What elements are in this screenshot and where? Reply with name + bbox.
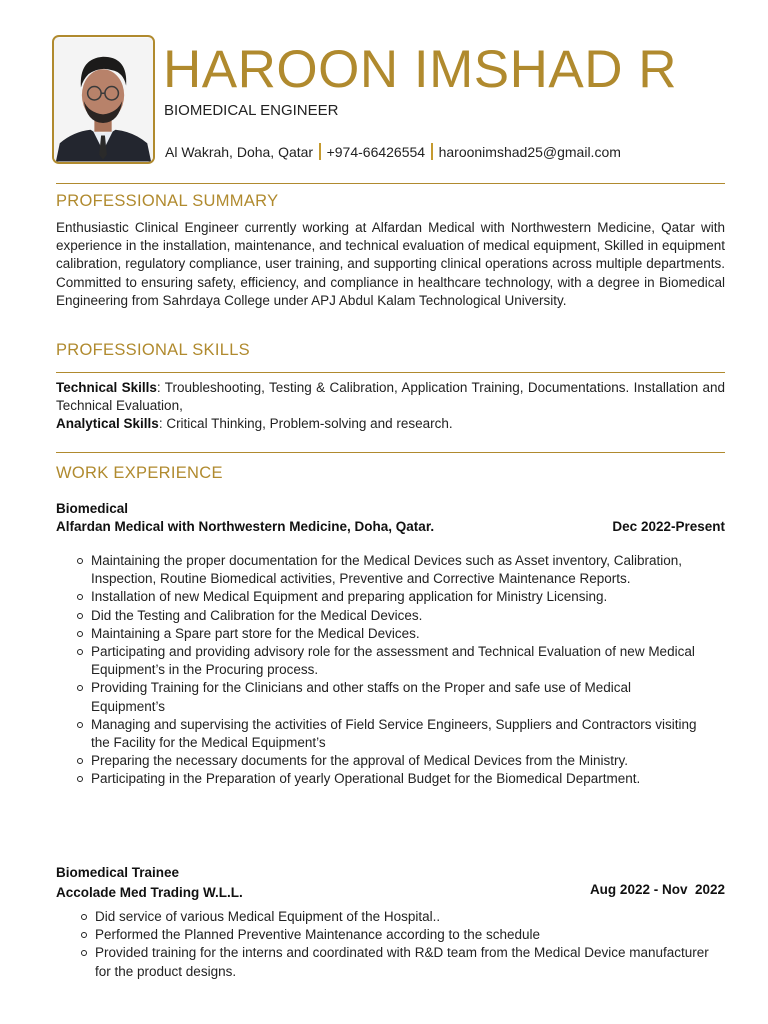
list-item: Participating in the Preparation of yearly Operational Budget for the Biomedical Department. bbox=[91, 770, 701, 788]
list-item: Participating and providing advisory role for the assessment and Technical Evaluation of new Medical Equipment’s in the Procuring process. bbox=[91, 643, 701, 679]
job-duties-list bbox=[95, 908, 715, 981]
list-item: Performed the Planned Preventive Maintenance according to the schedule bbox=[95, 926, 715, 944]
analytical-skills bbox=[56, 415, 725, 433]
analytical-skills-label: Analytical Skills bbox=[56, 416, 159, 432]
job-role: Biomedical bbox=[56, 501, 129, 516]
list-item: Installation of new Medical Equipment and preparing application for Ministry Licensing. bbox=[91, 588, 701, 606]
job-title: BIOMEDICAL ENGINEER bbox=[164, 102, 339, 119]
list-item: Managing and supervising the activities of Field Service Engineers, Suppliers and Contractors visiting the Facility for the Medical Equipment’s bbox=[91, 716, 701, 752]
job-duties-list bbox=[91, 552, 701, 789]
skills-heading: PROFESSIONAL SKILLS bbox=[56, 341, 250, 359]
skills-divider bbox=[56, 372, 725, 373]
experience-top-divider bbox=[56, 452, 725, 453]
candidate-name: HAROON IMSHAD R bbox=[163, 40, 677, 99]
header-divider bbox=[56, 183, 725, 184]
job-dates: Aug 2022 - Nov 2022 bbox=[589, 882, 725, 897]
contact-divider bbox=[319, 143, 321, 160]
list-item: Preparing the necessary documents for the approval of Medical Devices from the Ministry. bbox=[91, 752, 701, 770]
list-item: Maintaining a Spare part store for the Medical Devices. bbox=[91, 625, 701, 643]
summary-heading: PROFESSIONAL SUMMARY bbox=[56, 192, 279, 210]
job-company: Accolade Med Trading W.L.L. bbox=[56, 885, 243, 900]
job-company: Alfardan Medical with Northwestern Medicine, Doha, Qatar. bbox=[56, 519, 435, 534]
experience-heading: WORK EXPERIENCE bbox=[56, 464, 223, 482]
contact-divider bbox=[431, 143, 433, 160]
technical-skills bbox=[56, 379, 725, 415]
contact-location: Al Wakrah, Doha, Qatar bbox=[165, 143, 314, 160]
skills-block bbox=[56, 379, 725, 434]
list-item: Maintaining the proper documentation for the Medical Devices such as Asset inventory, Calibration, Inspection, Routine Biomedical activities, Preventive and Corrective Maintenance Reports. bbox=[91, 552, 701, 588]
list-item: Providing Training for the Clinicians and other staffs on the Proper and safe use of Medical Equipment’s bbox=[91, 679, 701, 715]
contact-line bbox=[165, 143, 621, 160]
contact-email[interactable]: haroonimshad25@gmail.com bbox=[438, 143, 621, 160]
technical-skills-label: Technical Skills bbox=[56, 380, 157, 395]
contact-phone[interactable]: +974-66426554 bbox=[326, 143, 426, 160]
summary-text: Enthusiastic Clinical Engineer currently working at Alfardan Medical with Northwestern Medicine, Qatar with experience in the installation, maintenance, and technical evaluation of medical equipment, Skilled in equipment calibration, regulatory compliance, user training, and supporting clinical operations across multiple departments. Committed to ensuring safety, efficiency, and compliance in healthcare technology, with a degree in Biomedical Engineering from Sahrdaya College under APJ Abdul Kalam Technological University. bbox=[56, 220, 725, 308]
job-dates: Dec 2022-Present bbox=[612, 519, 725, 534]
technical-skills-text: : Troubleshooting, Testing & Calibration, Application Training, Documentations. Installation and Technical Evaluation, bbox=[56, 380, 725, 414]
list-item: Provided training for the interns and coordinated with R&D team from the Medical Device manufacturer for the product designs. bbox=[95, 944, 715, 980]
job-role: Biomedical Trainee bbox=[56, 865, 180, 880]
list-item: Did service of various Medical Equipment of the Hospital.. bbox=[95, 908, 715, 926]
profile-photo bbox=[52, 35, 155, 164]
list-item: Did the Testing and Calibration for the Medical Devices. bbox=[91, 607, 701, 625]
analytical-skills-text: : Critical Thinking, Problem-solving and research. bbox=[158, 416, 453, 432]
